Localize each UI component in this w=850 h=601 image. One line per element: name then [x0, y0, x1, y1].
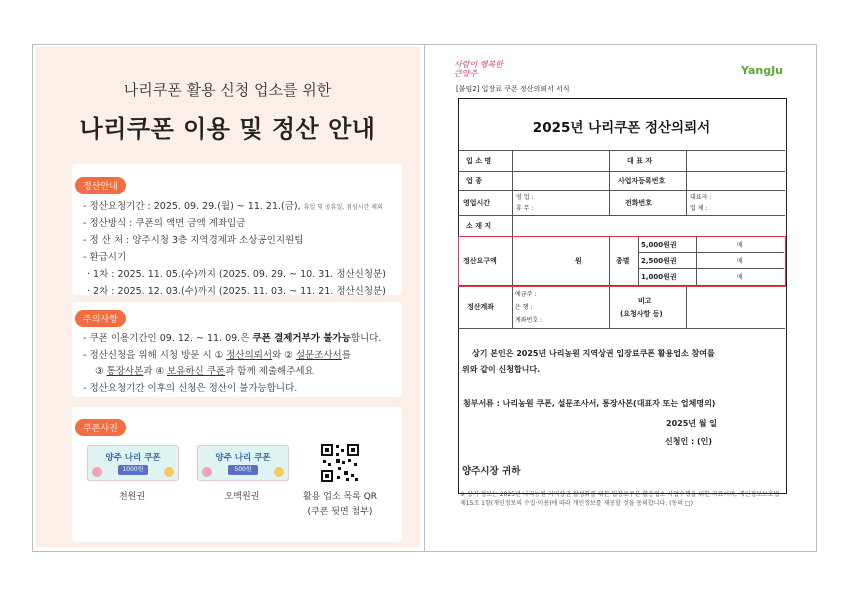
addressee: 양주시장 귀하	[462, 466, 521, 477]
table-line	[512, 285, 513, 328]
settlement-period: - 정산요청기간 : 2025. 09. 29.(월) ~ 11. 21.(금),	[83, 201, 301, 212]
flower-icon	[92, 467, 102, 477]
account-label: 정산계좌	[467, 303, 495, 311]
representative-label: 대 표 자	[627, 157, 653, 165]
amount-unit: 원	[575, 257, 582, 265]
settlement-office: - 정 산 처 : 양주시청 3층 지역경제과 소상공인지원팀	[83, 235, 304, 246]
applicant-line: 신청인 : (인)	[665, 437, 712, 446]
qr-code-icon[interactable]	[320, 443, 360, 483]
business-hours-label: 영업시간	[463, 199, 491, 207]
guide-title: 나리쿠폰 이용 및 정산 안내	[79, 115, 376, 143]
slogan-line: 사람이 행복한	[454, 60, 503, 69]
caution-text: - 쿠폰 이용기간인 09. 12. ~ 11. 09.은	[83, 333, 253, 344]
address-label: 소 재 지	[466, 222, 492, 230]
caution-text: 를	[341, 350, 351, 361]
declaration-line-2: 위와 같이 신청합니다.	[462, 365, 541, 374]
remarks-label: 비고	[638, 297, 652, 305]
caution-text: 과 ④	[143, 366, 167, 377]
account-number-label: 계좌번호 :	[515, 317, 543, 324]
coupon-500-caption: 오백원권	[224, 492, 260, 502]
kind-5000: 5,000원권	[641, 241, 677, 249]
business-number-label: 사업자등록번호	[618, 177, 666, 185]
caution-underline: 설문조사서	[295, 350, 342, 361]
settlement-tag: 정산안내	[75, 177, 126, 194]
coupon-value: 1000원	[118, 465, 148, 475]
count-unit: 매	[737, 274, 743, 281]
refund-heading: - 환급시기	[83, 252, 127, 263]
caution-line-3	[95, 363, 314, 377]
bank-label: 은 행 :	[515, 304, 533, 311]
guide-page	[35, 47, 420, 547]
coupon-value: 500원	[228, 465, 258, 475]
table-line	[458, 328, 785, 329]
qr-caption-note: (쿠폰 뒷면 첨부)	[307, 507, 373, 517]
guide-subtitle: 나리쿠폰 활용 신청 업소를 위한	[123, 81, 332, 99]
remarks-sub-label: (요청사항 등)	[620, 310, 663, 318]
refund-first: · 1차 : 2025. 11. 05.(수)까지 (2025. 09. 29. ~ 10. 31. 정산신청분)	[87, 269, 386, 280]
caution-underline: 통장사본	[106, 366, 144, 377]
request-amount-label: 정산요구액	[463, 257, 497, 265]
privacy-footnote: ※ 상기 정보는 2025년 나리농원 지역상권 활성화를 위한 입장료쿠폰 활용업소 사업수행을 위한 자료이며, 개인정보보호법 제15조 1항(개인정보의 수집·이용)에 따라 개인정보를 제공할 것을 동의합니다. (동의 □)	[460, 491, 780, 507]
settlement-method: - 정산방식 : 쿠폰의 액면 금액 계좌입금	[83, 218, 246, 229]
caution-line-2	[83, 347, 351, 361]
caution-underline: 정산의뢰서	[226, 350, 273, 361]
caution-text: ③	[95, 366, 107, 377]
count-unit: 매	[737, 258, 743, 265]
yangju-logo: YangJu	[741, 64, 784, 77]
flower-icon	[274, 467, 284, 477]
table-line	[458, 215, 785, 216]
representative-field[interactable]	[687, 151, 783, 170]
phone-company-label: 업 체 :	[690, 205, 708, 212]
caution-line-4: - 정산요청기간 이후의 신청은 정산이 불가능합니다.	[83, 383, 298, 394]
caution-text: 합니다.	[350, 333, 382, 344]
kind-2500: 2,500원권	[641, 257, 677, 265]
photo-tag: 쿠폰사진	[75, 419, 126, 436]
form-caption: [붙임2] 입장료 쿠폰 정산의뢰서 서식	[456, 85, 570, 93]
caution-tag: 주의사항	[75, 310, 126, 327]
table-line	[458, 190, 785, 191]
kind-1000: 1,000원권	[641, 273, 677, 281]
qr-caption: 활용 업소 목록 QR	[302, 492, 378, 502]
coupon-title: 양주 나리 쿠폰	[215, 453, 271, 463]
caution-text: 과 함께 제출해주세요	[225, 366, 314, 377]
attachments-line: 첨부서류 : 나리농원 쿠폰, 설문조사서, 통장사본(대표자 또는 업체명의)	[463, 399, 716, 408]
caution-line-1	[83, 330, 381, 344]
slogan-line: 큰양주	[454, 69, 478, 78]
city-slogan-logo	[454, 60, 503, 78]
caution-text: 와 ②	[272, 350, 296, 361]
table-line	[609, 285, 610, 328]
business-name-label: 입 소 명	[466, 157, 492, 165]
open-hours-label: 영 업 :	[516, 194, 534, 201]
table-line	[686, 285, 687, 328]
page-divider	[424, 44, 425, 551]
phone-label: 전화번호	[625, 199, 653, 207]
caution-underline: 보유하신 쿠폰	[167, 366, 226, 377]
account-holder-label: 예금주 :	[515, 291, 537, 298]
coupon-1000-caption: 천원권	[118, 492, 146, 502]
table-line	[458, 171, 785, 172]
flower-icon	[164, 467, 174, 477]
phone-rep-label: 대표자 :	[690, 194, 712, 201]
date-line: 2025년 월 일	[666, 419, 718, 428]
form-title: 2025년 나리쿠폰 정산의뢰서	[532, 120, 711, 136]
caution-emphasis: 쿠폰 결제거부가 불가능	[252, 333, 351, 344]
count-unit: 매	[737, 242, 743, 249]
settlement-line	[83, 198, 383, 212]
business-name-field[interactable]	[513, 151, 608, 170]
coupon-kind-label: 종별	[616, 257, 630, 265]
coupon-500-image	[197, 445, 289, 481]
coupon-1000-image	[87, 445, 179, 481]
caution-text: - 정산신청을 위해 시청 방문 시 ①	[83, 350, 227, 361]
business-type-label: 업 종	[466, 177, 482, 185]
settlement-period-note: 휴일 및 공휴일, 점심시간 제외	[303, 204, 383, 211]
refund-second: · 2차 : 2025. 12. 03.(수)까지 (2025. 11. 03. ~ 11. 21. 정산신청분)	[87, 286, 386, 297]
coupon-title: 양주 나리 쿠폰	[105, 453, 161, 463]
declaration-line-1: 상기 본인은 2025년 나리농원 지역상권 입장료쿠폰 활용업소 참여를	[472, 349, 715, 358]
closed-days-label: 휴 무 :	[516, 205, 534, 212]
table-line	[609, 150, 610, 215]
flower-icon	[202, 467, 212, 477]
